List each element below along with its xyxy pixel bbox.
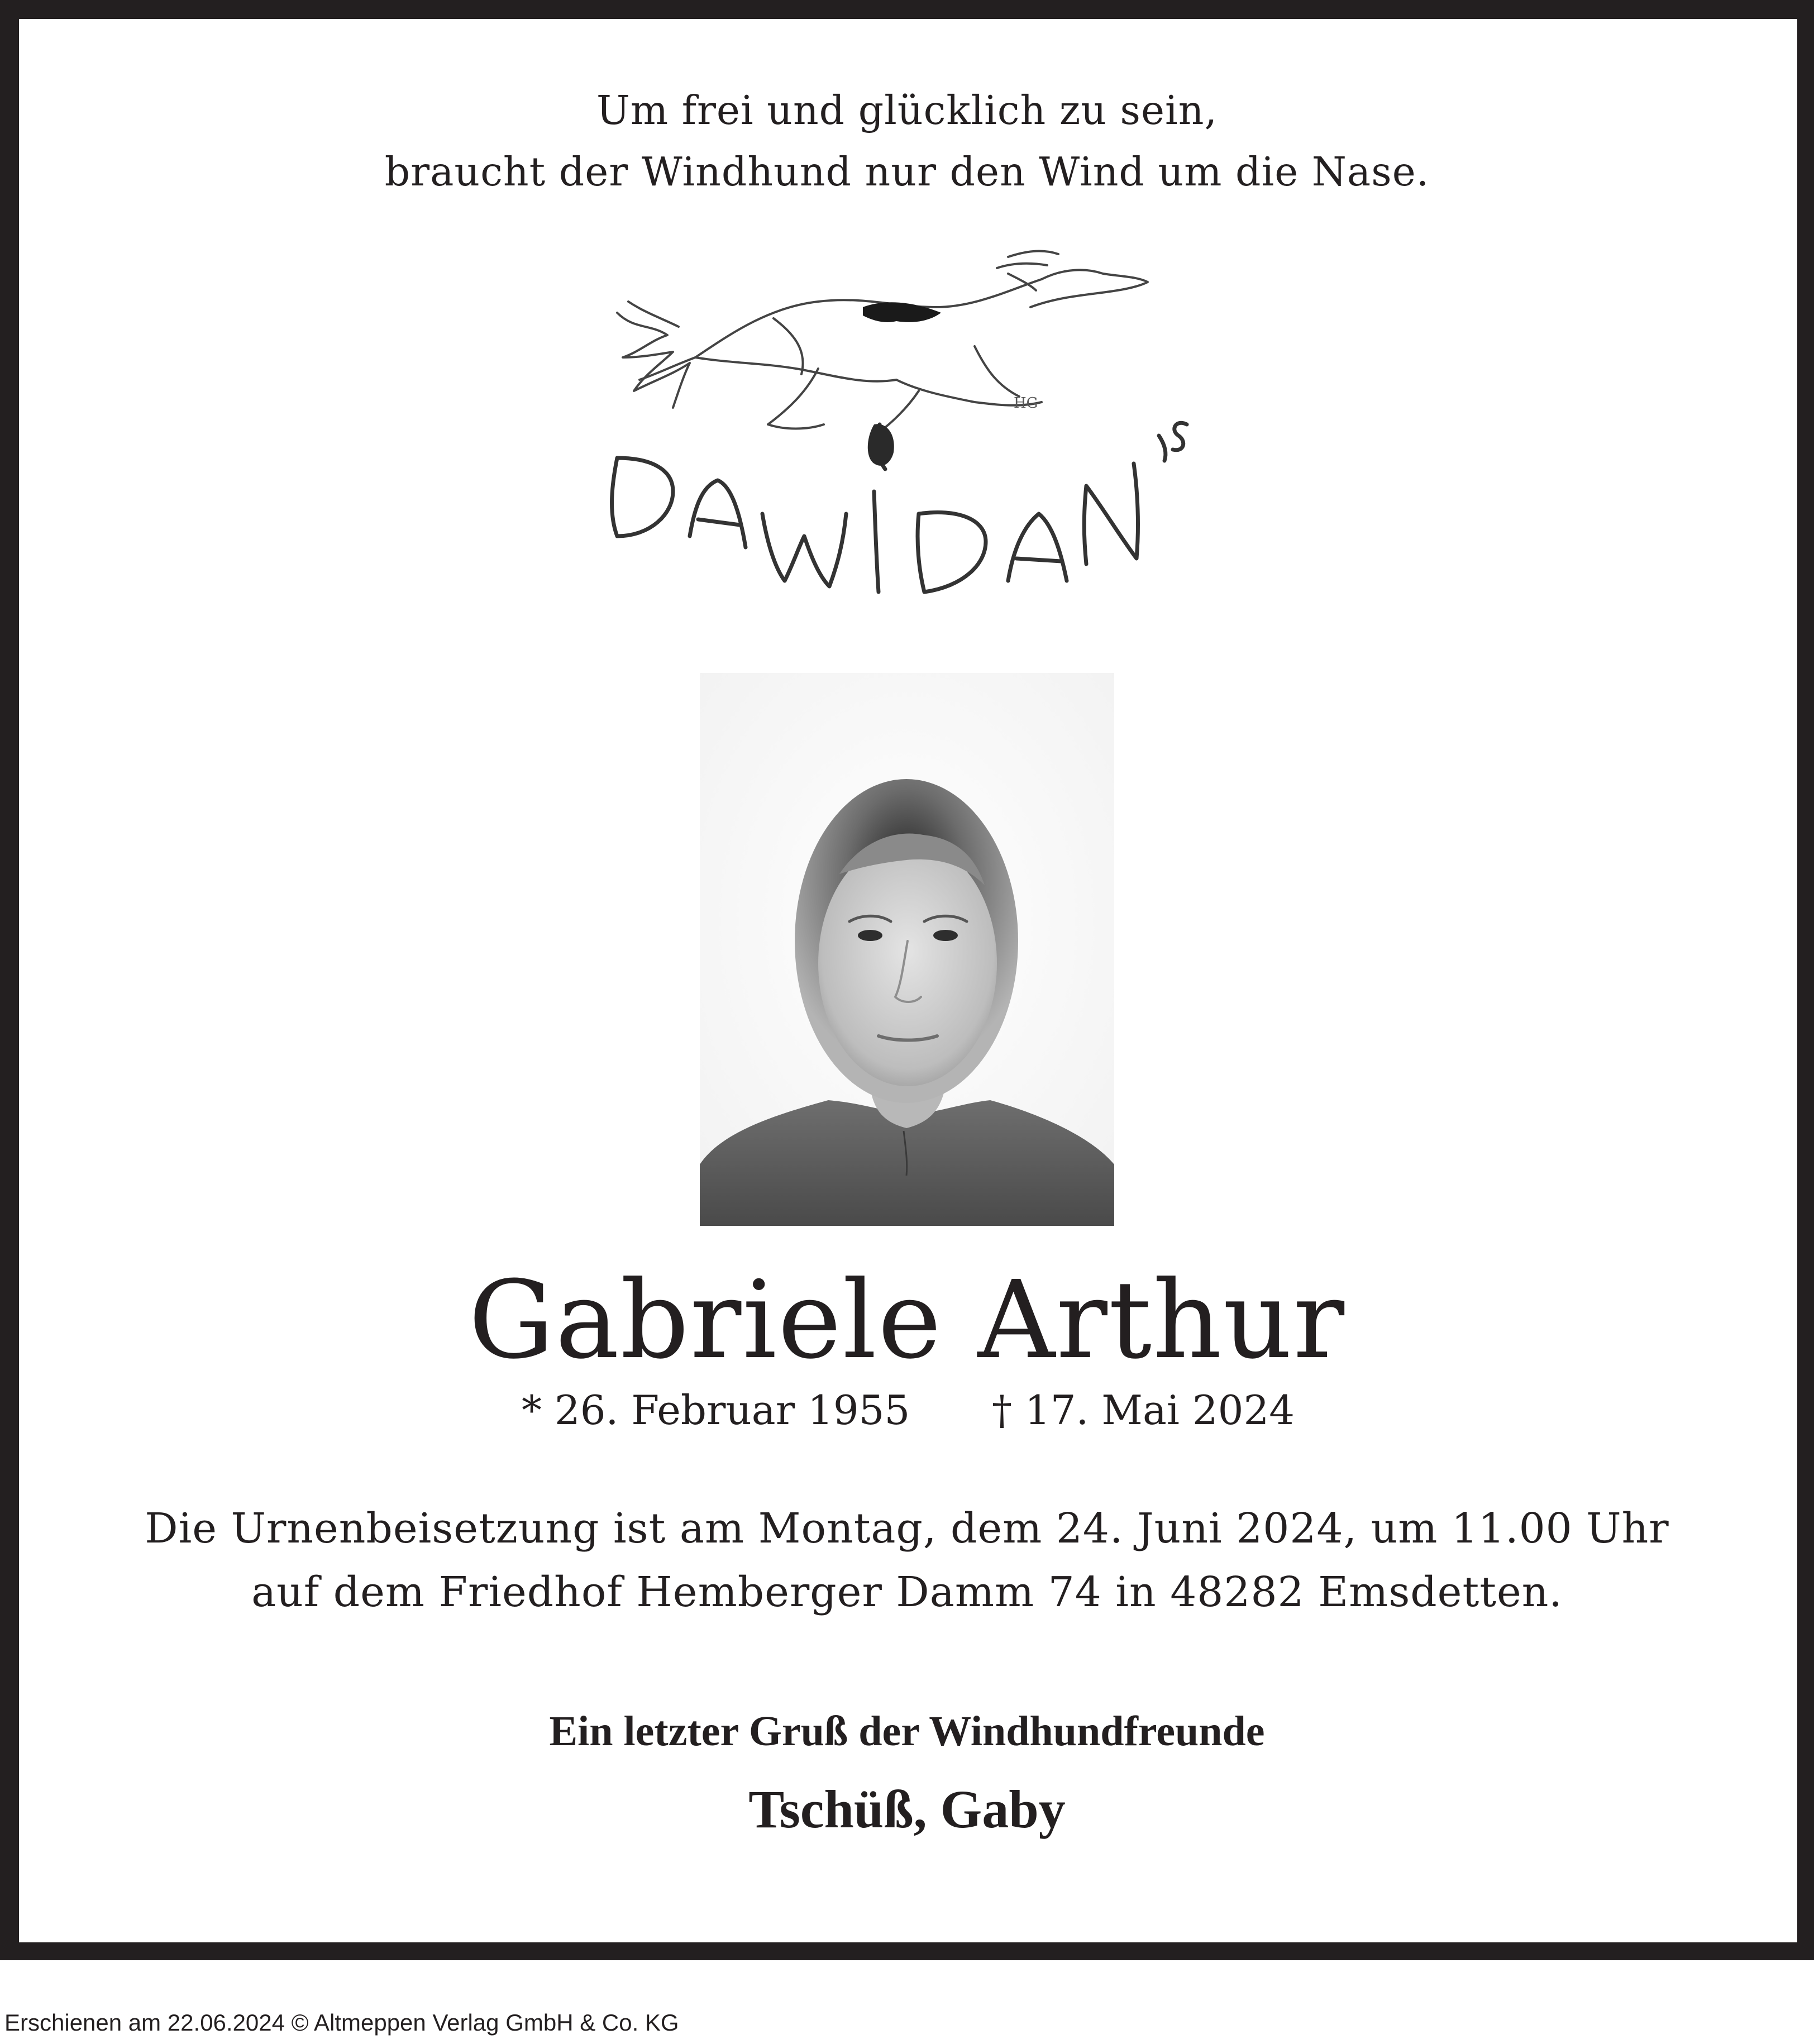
farewell-closing: Tschüß, Gaby — [748, 1779, 1066, 1839]
greyhound-logo — [584, 223, 1215, 637]
wordmark-i-dot — [868, 424, 894, 466]
birth-date: * 26. Februar 1955 — [522, 1387, 910, 1434]
dawidans-wordmark — [612, 423, 1187, 592]
publication-footer: Erschienen am 22.06.2024 © Altmeppen Verlag GmbH & Co. KG — [4, 2009, 679, 2036]
deceased-name: Gabriele Arthur — [468, 1258, 1346, 1383]
portrait-image — [700, 673, 1114, 1226]
quote-line-2: braucht der Windhund nur den Wind um die Nase. — [384, 149, 1430, 195]
greyhound-spot — [863, 302, 941, 322]
death-date: † 17. Mai 2024 — [992, 1387, 1295, 1434]
quote-line-1: Um frei und glücklich zu sein, — [596, 87, 1218, 133]
farewell-greeting: Ein letzter Gruß der Windhundfreunde — [549, 1708, 1265, 1755]
burial-notice-line-2: auf dem Friedhof Hemberger Damm 74 in 48282 Emsdetten. — [251, 1568, 1563, 1616]
artist-signature: HG — [1014, 395, 1038, 412]
portrait-photo — [700, 673, 1114, 1226]
burial-notice-line-1: Die Urnenbeisetzung ist am Montag, dem 24. Juni 2024, um 11.00 Uhr — [145, 1505, 1669, 1553]
running-greyhound-drawing — [617, 251, 1148, 436]
